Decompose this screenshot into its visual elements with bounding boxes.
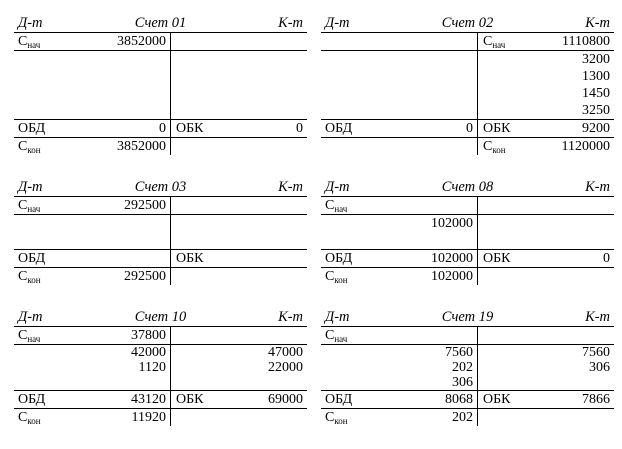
account-grid: [14, 32, 307, 155]
s-subscript: нач: [492, 40, 506, 50]
opening-debit: 3852000: [117, 34, 166, 49]
obk-value: 9200: [582, 121, 610, 136]
t-account-3: [14, 178, 307, 285]
entry-credit: 47000: [268, 345, 303, 360]
entry-debit: 102000: [431, 216, 473, 231]
s-subscript: нач: [334, 204, 348, 214]
entry-credit: 306: [589, 360, 610, 375]
entry-row: [14, 232, 307, 249]
t-account-6: [321, 308, 614, 426]
debit-heading: Д-т: [325, 179, 350, 195]
entry-credit: 3250: [582, 103, 610, 118]
obk-label: ОБК: [176, 251, 204, 266]
closing-label: [483, 138, 506, 156]
entry-credit: 1300: [582, 69, 610, 84]
entry-row: [14, 214, 307, 232]
closing-balance-row: [14, 137, 307, 155]
entry-row: [321, 232, 614, 249]
obd-value: 43120: [131, 392, 166, 407]
opening-balance-row: [14, 33, 307, 50]
entry-row: [321, 360, 614, 375]
account-header: [321, 178, 614, 196]
closing-label: [18, 409, 41, 427]
entry-row: [14, 344, 307, 360]
entry-row: [321, 102, 614, 119]
s-letter: С: [325, 328, 335, 343]
debit-heading: Д-т: [18, 15, 43, 31]
closing-debit: 292500: [124, 269, 166, 284]
account-grid: [321, 32, 614, 155]
s-letter: С: [483, 34, 493, 49]
obd-label: ОБД: [325, 251, 353, 266]
entry-row: [321, 50, 614, 68]
closing-credit: 1120000: [561, 139, 610, 154]
turnover-row: [14, 249, 307, 267]
account-header: [321, 308, 614, 326]
obk-label: ОБК: [176, 121, 204, 136]
closing-debit: 11920: [131, 410, 166, 425]
s-subscript: кон: [492, 145, 506, 155]
turnover-row: [321, 390, 614, 408]
account-header: [321, 14, 614, 32]
closing-label: [325, 268, 348, 286]
obd-value: 8068: [445, 392, 473, 407]
entry-row: [14, 50, 307, 68]
turnover-row: [14, 390, 307, 408]
entry-credit: 1450: [582, 86, 610, 101]
debit-heading: Д-т: [325, 15, 350, 31]
credit-heading: К-т: [585, 309, 610, 325]
account-header: [14, 308, 307, 326]
s-subscript: нач: [27, 204, 41, 214]
credit-heading: К-т: [585, 15, 610, 31]
account-header: [14, 178, 307, 196]
turnover-row: [321, 119, 614, 137]
obk-value: 7866: [582, 392, 610, 407]
s-letter: С: [18, 34, 28, 49]
obd-label: ОБД: [18, 251, 46, 266]
obd-label: ОБД: [18, 121, 46, 136]
opening-label: [325, 327, 347, 345]
obk-label: ОБК: [176, 392, 204, 407]
s-letter: С: [18, 139, 28, 154]
closing-label: [325, 409, 348, 427]
s-letter: С: [18, 410, 28, 425]
opening-label: [325, 197, 347, 215]
s-subscript: кон: [334, 275, 348, 285]
entry-debit: 306: [452, 375, 473, 390]
s-subscript: кон: [27, 416, 41, 426]
s-subscript: нач: [27, 40, 41, 50]
entry-debit: 7560: [445, 345, 473, 360]
closing-balance-row: [321, 137, 614, 155]
entry-row: [321, 344, 614, 360]
entry-row: [321, 214, 614, 232]
debit-heading: Д-т: [18, 309, 43, 325]
entry-row: [14, 102, 307, 119]
account-title: Счет 03: [134, 179, 187, 195]
obd-value: 102000: [431, 251, 473, 266]
s-letter: С: [325, 410, 335, 425]
entry-credit: 3200: [582, 52, 610, 67]
opening-label: [483, 33, 505, 51]
closing-balance-row: [321, 408, 614, 426]
closing-label: [18, 138, 41, 156]
s-subscript: кон: [334, 416, 348, 426]
entry-debit: 42000: [131, 345, 166, 360]
account-title: Счет 01: [134, 15, 187, 31]
account-title: Счет 02: [441, 15, 494, 31]
account-header: [14, 14, 307, 32]
obk-value: 0: [603, 251, 610, 266]
s-letter: С: [18, 198, 28, 213]
obd-label: ОБД: [325, 121, 353, 136]
opening-debit: 37800: [131, 328, 166, 343]
opening-balance-row: [14, 327, 307, 344]
account-grid: [321, 196, 614, 285]
s-subscript: нач: [27, 334, 41, 344]
debit-heading: Д-т: [325, 309, 350, 325]
entry-row: [14, 68, 307, 85]
s-letter: С: [18, 328, 28, 343]
closing-balance-row: [321, 267, 614, 285]
credit-heading: К-т: [278, 309, 303, 325]
obk-value: 69000: [268, 392, 303, 407]
opening-label: [18, 327, 40, 345]
s-letter: С: [325, 269, 335, 284]
entry-debit: 202: [452, 360, 473, 375]
t-account-2: [321, 14, 614, 155]
s-subscript: нач: [334, 334, 348, 344]
entry-credit: 22000: [268, 360, 303, 375]
entry-row: [14, 360, 307, 375]
closing-balance-row: [14, 267, 307, 285]
closing-debit: 202: [452, 410, 473, 425]
account-grid: [321, 326, 614, 426]
closing-label: [18, 268, 41, 286]
account-title: Счет 10: [134, 309, 187, 325]
opening-credit: 1110800: [562, 34, 610, 49]
credit-heading: К-т: [278, 15, 303, 31]
closing-balance-row: [14, 408, 307, 426]
account-grid: [14, 196, 307, 285]
obd-value: 0: [159, 121, 166, 136]
s-letter: С: [18, 269, 28, 284]
obk-value: 0: [296, 121, 303, 136]
closing-debit: 3852000: [117, 139, 166, 154]
debit-heading: Д-т: [18, 179, 43, 195]
entry-row: [321, 85, 614, 102]
entry-row: [321, 68, 614, 85]
s-letter: С: [483, 139, 493, 154]
t-account-5: [14, 308, 307, 426]
opening-balance-row: [14, 197, 307, 214]
obk-label: ОБК: [483, 121, 511, 136]
opening-label: [18, 33, 40, 51]
opening-label: [18, 197, 40, 215]
obd-value: 0: [466, 121, 473, 136]
entry-row: [14, 85, 307, 102]
s-subscript: кон: [27, 275, 41, 285]
entry-debit: 1120: [138, 360, 166, 375]
obd-label: ОБД: [325, 392, 353, 407]
opening-balance-row: [321, 33, 614, 50]
closing-debit: 102000: [431, 269, 473, 284]
account-grid: [14, 326, 307, 426]
turnover-row: [14, 119, 307, 137]
s-letter: С: [325, 198, 335, 213]
s-subscript: кон: [27, 145, 41, 155]
turnover-row: [321, 249, 614, 267]
opening-balance-row: [321, 197, 614, 214]
credit-heading: К-т: [585, 179, 610, 195]
entry-credit: 7560: [582, 345, 610, 360]
obd-label: ОБД: [18, 392, 46, 407]
opening-debit: 292500: [124, 198, 166, 213]
t-account-4: [321, 178, 614, 285]
obk-label: ОБК: [483, 251, 511, 266]
account-title: Счет 19: [441, 309, 494, 325]
obk-label: ОБК: [483, 392, 511, 407]
credit-heading: К-т: [278, 179, 303, 195]
entry-row: [321, 375, 614, 390]
t-account-1: [14, 14, 307, 155]
opening-balance-row: [321, 327, 614, 344]
entry-row: [14, 375, 307, 390]
account-title: Счет 08: [441, 179, 494, 195]
